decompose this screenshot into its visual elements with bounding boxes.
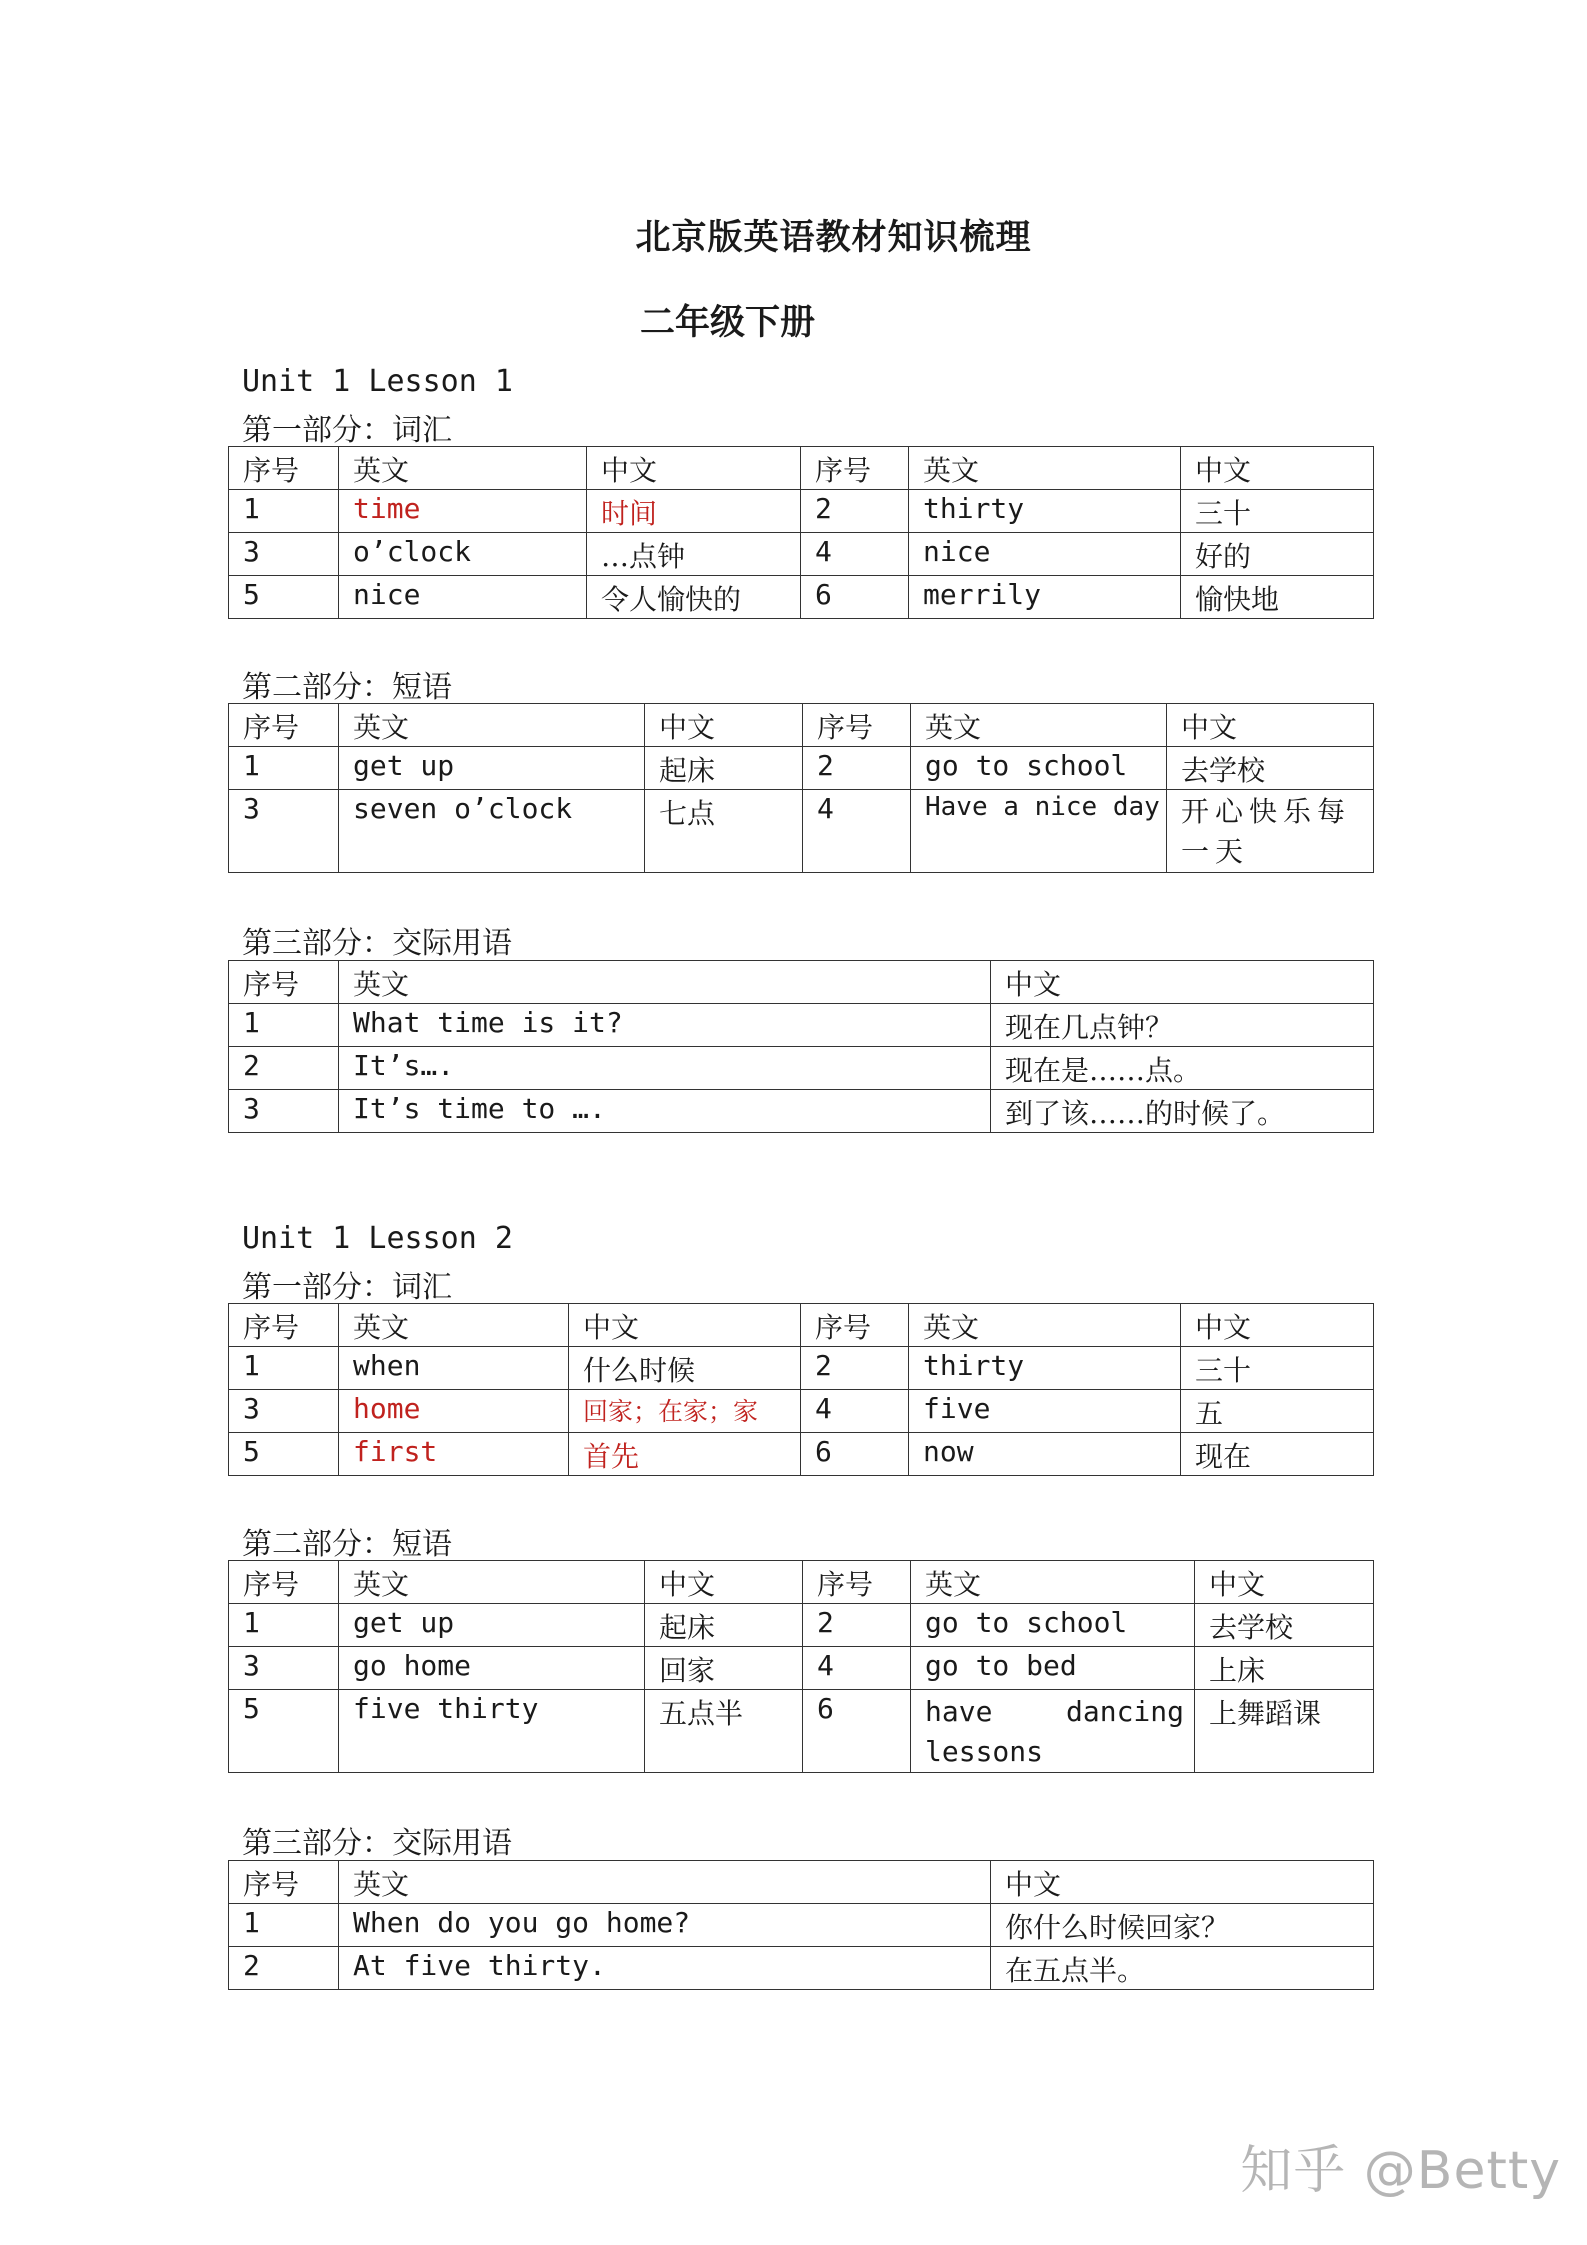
table-cell: merrily: [909, 576, 1181, 619]
table-cell: 在五点半。: [991, 1947, 1374, 1990]
table-cell: 去学校: [1195, 1604, 1374, 1647]
table-cell: 五: [1181, 1390, 1374, 1433]
table-cell: five: [909, 1390, 1181, 1433]
document-subtitle: 二年级下册: [640, 302, 816, 343]
zhihu-watermark: 知乎 @Betty: [1240, 2141, 1561, 2201]
table-cell: 1: [229, 1904, 339, 1947]
lesson1-expressions-label: 第三部分：交际用语: [242, 926, 512, 961]
table-cell: 回家；在家；家: [569, 1390, 801, 1433]
table-cell: 3: [229, 1647, 339, 1690]
table-row: [229, 533, 1374, 576]
table-header-row: [229, 1861, 1374, 1904]
table-cell: 现在: [1181, 1433, 1374, 1476]
header-cell: 英文: [339, 1561, 645, 1604]
table-cell: go to school: [911, 747, 1167, 790]
header-cell: 英文: [911, 704, 1167, 747]
header-cell: 序号: [229, 704, 339, 747]
table-cell: 五点半: [645, 1690, 803, 1773]
table-cell: five thirty: [339, 1690, 645, 1773]
table-cell: thirty: [909, 1347, 1181, 1390]
table-cell: 6: [801, 576, 909, 619]
header-cell: 序号: [803, 1561, 911, 1604]
lesson1-expressions-table: [228, 960, 1374, 1133]
table-cell: At five thirty.: [339, 1947, 991, 1990]
table-cell: 1: [229, 1604, 339, 1647]
lesson2-expressions-label: 第三部分：交际用语: [242, 1826, 512, 1861]
table-header-row: [229, 447, 1374, 490]
table-cell: 起床: [645, 1604, 803, 1647]
header-cell: 英文: [911, 1561, 1195, 1604]
table-cell: 3: [229, 1390, 339, 1433]
table-cell: 2: [801, 490, 909, 533]
table-row: [229, 1690, 1374, 1773]
lesson1-heading: Unit 1 Lesson 1: [242, 364, 513, 399]
header-cell: 英文: [339, 447, 587, 490]
table-cell: thirty: [909, 490, 1181, 533]
table-cell: go home: [339, 1647, 645, 1690]
lesson1-vocab-label: 第一部分：词汇: [242, 413, 452, 448]
table-cell: When do you go home?: [339, 1904, 991, 1947]
document-title: 北京版英语教材知识梳理: [635, 217, 1032, 258]
lesson1-vocab-table: [228, 446, 1374, 619]
table-cell: 七点: [645, 790, 803, 873]
table-cell: 到了该……的时候了。: [991, 1090, 1374, 1133]
table-cell: 2: [229, 1947, 339, 1990]
header-cell: 英文: [339, 1861, 991, 1904]
table-row: [229, 1390, 1374, 1433]
table-row: [229, 490, 1374, 533]
header-cell: 中文: [1181, 447, 1374, 490]
table-cell: …点钟: [587, 533, 801, 576]
header-cell: 中文: [587, 447, 801, 490]
table-cell: 2: [801, 1347, 909, 1390]
table-cell: 1: [229, 747, 339, 790]
table-row: [229, 1433, 1374, 1476]
table-cell: 首先: [569, 1433, 801, 1476]
table-cell: when: [339, 1347, 569, 1390]
table-row: [229, 747, 1374, 790]
header-cell: 中文: [569, 1304, 801, 1347]
table-cell: 5: [229, 576, 339, 619]
header-cell: 英文: [909, 447, 1181, 490]
table-cell: o’clock: [339, 533, 587, 576]
header-cell: 中文: [991, 1861, 1374, 1904]
table-cell: 上舞蹈课: [1195, 1690, 1374, 1773]
table-cell: Have a nice day: [911, 790, 1167, 873]
table-cell: nice: [339, 576, 587, 619]
table-cell: nice: [909, 533, 1181, 576]
table-row: [229, 1004, 1374, 1047]
table-cell: 3: [229, 790, 339, 873]
table-row: [229, 1347, 1374, 1390]
table-cell: 4: [803, 1647, 911, 1690]
table-cell: 2: [229, 1047, 339, 1090]
table-cell: 愉快地: [1181, 576, 1374, 619]
table-cell: 3: [229, 1090, 339, 1133]
table-row: [229, 1047, 1374, 1090]
table-header-row: [229, 704, 1374, 747]
header-cell: 序号: [229, 1304, 339, 1347]
table-cell: 你什么时候回家？: [991, 1904, 1374, 1947]
table-row: [229, 1947, 1374, 1990]
header-cell: 序号: [229, 1861, 339, 1904]
table-cell: What time is it?: [339, 1004, 991, 1047]
table-cell: 令人愉快的: [587, 576, 801, 619]
table-row: [229, 576, 1374, 619]
table-cell: 1: [229, 1347, 339, 1390]
table-cell: home: [339, 1390, 569, 1433]
table-header-row: [229, 1561, 1374, 1604]
table-cell: 4: [801, 533, 909, 576]
table-cell: 时间: [587, 490, 801, 533]
table-cell: first: [339, 1433, 569, 1476]
table-cell: 6: [803, 1690, 911, 1773]
table-cell: 好的: [1181, 533, 1374, 576]
table-row: [229, 1604, 1374, 1647]
table-cell: go to school: [911, 1604, 1195, 1647]
header-cell: 英文: [339, 961, 991, 1004]
header-cell: 序号: [229, 447, 339, 490]
header-cell: 英文: [339, 1304, 569, 1347]
lesson2-phrases-table: [228, 1560, 1374, 1773]
table-cell: 1: [229, 1004, 339, 1047]
header-cell: 中文: [1181, 1304, 1374, 1347]
table-cell: now: [909, 1433, 1181, 1476]
header-cell: 序号: [801, 447, 909, 490]
table-cell: 5: [229, 1433, 339, 1476]
header-cell: 序号: [803, 704, 911, 747]
table-cell: 4: [803, 790, 911, 873]
table-cell: 6: [801, 1433, 909, 1476]
header-cell: 序号: [229, 1561, 339, 1604]
header-cell: 序号: [229, 961, 339, 1004]
table-cell: have dancing lessons: [911, 1690, 1195, 1773]
header-cell: 中文: [645, 704, 803, 747]
table-cell: 三十: [1181, 490, 1374, 533]
table-row: [229, 1090, 1374, 1133]
table-header-row: [229, 1304, 1374, 1347]
header-cell: 中文: [991, 961, 1374, 1004]
header-cell: 中文: [645, 1561, 803, 1604]
table-cell: 4: [801, 1390, 909, 1433]
table-cell: get up: [339, 1604, 645, 1647]
lesson2-heading: Unit 1 Lesson 2: [242, 1221, 513, 1256]
lesson2-vocab-table: [228, 1303, 1374, 1476]
table-row: [229, 790, 1374, 873]
table-cell: 2: [803, 1604, 911, 1647]
table-cell: 上床: [1195, 1647, 1374, 1690]
header-cell: 中文: [1167, 704, 1374, 747]
table-cell: 开心快乐每一天: [1167, 790, 1374, 873]
table-cell: time: [339, 490, 587, 533]
table-cell: 三十: [1181, 1347, 1374, 1390]
lesson1-phrases-table: [228, 703, 1374, 873]
header-cell: 序号: [801, 1304, 909, 1347]
header-cell: 中文: [1195, 1561, 1374, 1604]
lesson2-vocab-label: 第一部分：词汇: [242, 1270, 452, 1305]
table-header-row: [229, 961, 1374, 1004]
table-cell: 现在几点钟？: [991, 1004, 1374, 1047]
table-cell: go to bed: [911, 1647, 1195, 1690]
table-cell: 1: [229, 490, 339, 533]
lesson1-phrases-label: 第二部分：短语: [242, 670, 452, 705]
table-cell: It’s….: [339, 1047, 991, 1090]
table-cell: 起床: [645, 747, 803, 790]
table-cell: 回家: [645, 1647, 803, 1690]
table-cell: 现在是……点。: [991, 1047, 1374, 1090]
table-cell: 去学校: [1167, 747, 1374, 790]
lesson2-expressions-table: [228, 1860, 1374, 1990]
header-cell: 英文: [909, 1304, 1181, 1347]
header-cell: 英文: [339, 704, 645, 747]
table-cell: 什么时候: [569, 1347, 801, 1390]
table-row: [229, 1647, 1374, 1690]
table-cell: 2: [803, 747, 911, 790]
table-cell: get up: [339, 747, 645, 790]
table-cell: 3: [229, 533, 339, 576]
table-cell: seven o’clock: [339, 790, 645, 873]
table-cell: 5: [229, 1690, 339, 1773]
lesson2-phrases-label: 第二部分：短语: [242, 1527, 452, 1562]
table-row: [229, 1904, 1374, 1947]
table-cell: It’s time to ….: [339, 1090, 991, 1133]
